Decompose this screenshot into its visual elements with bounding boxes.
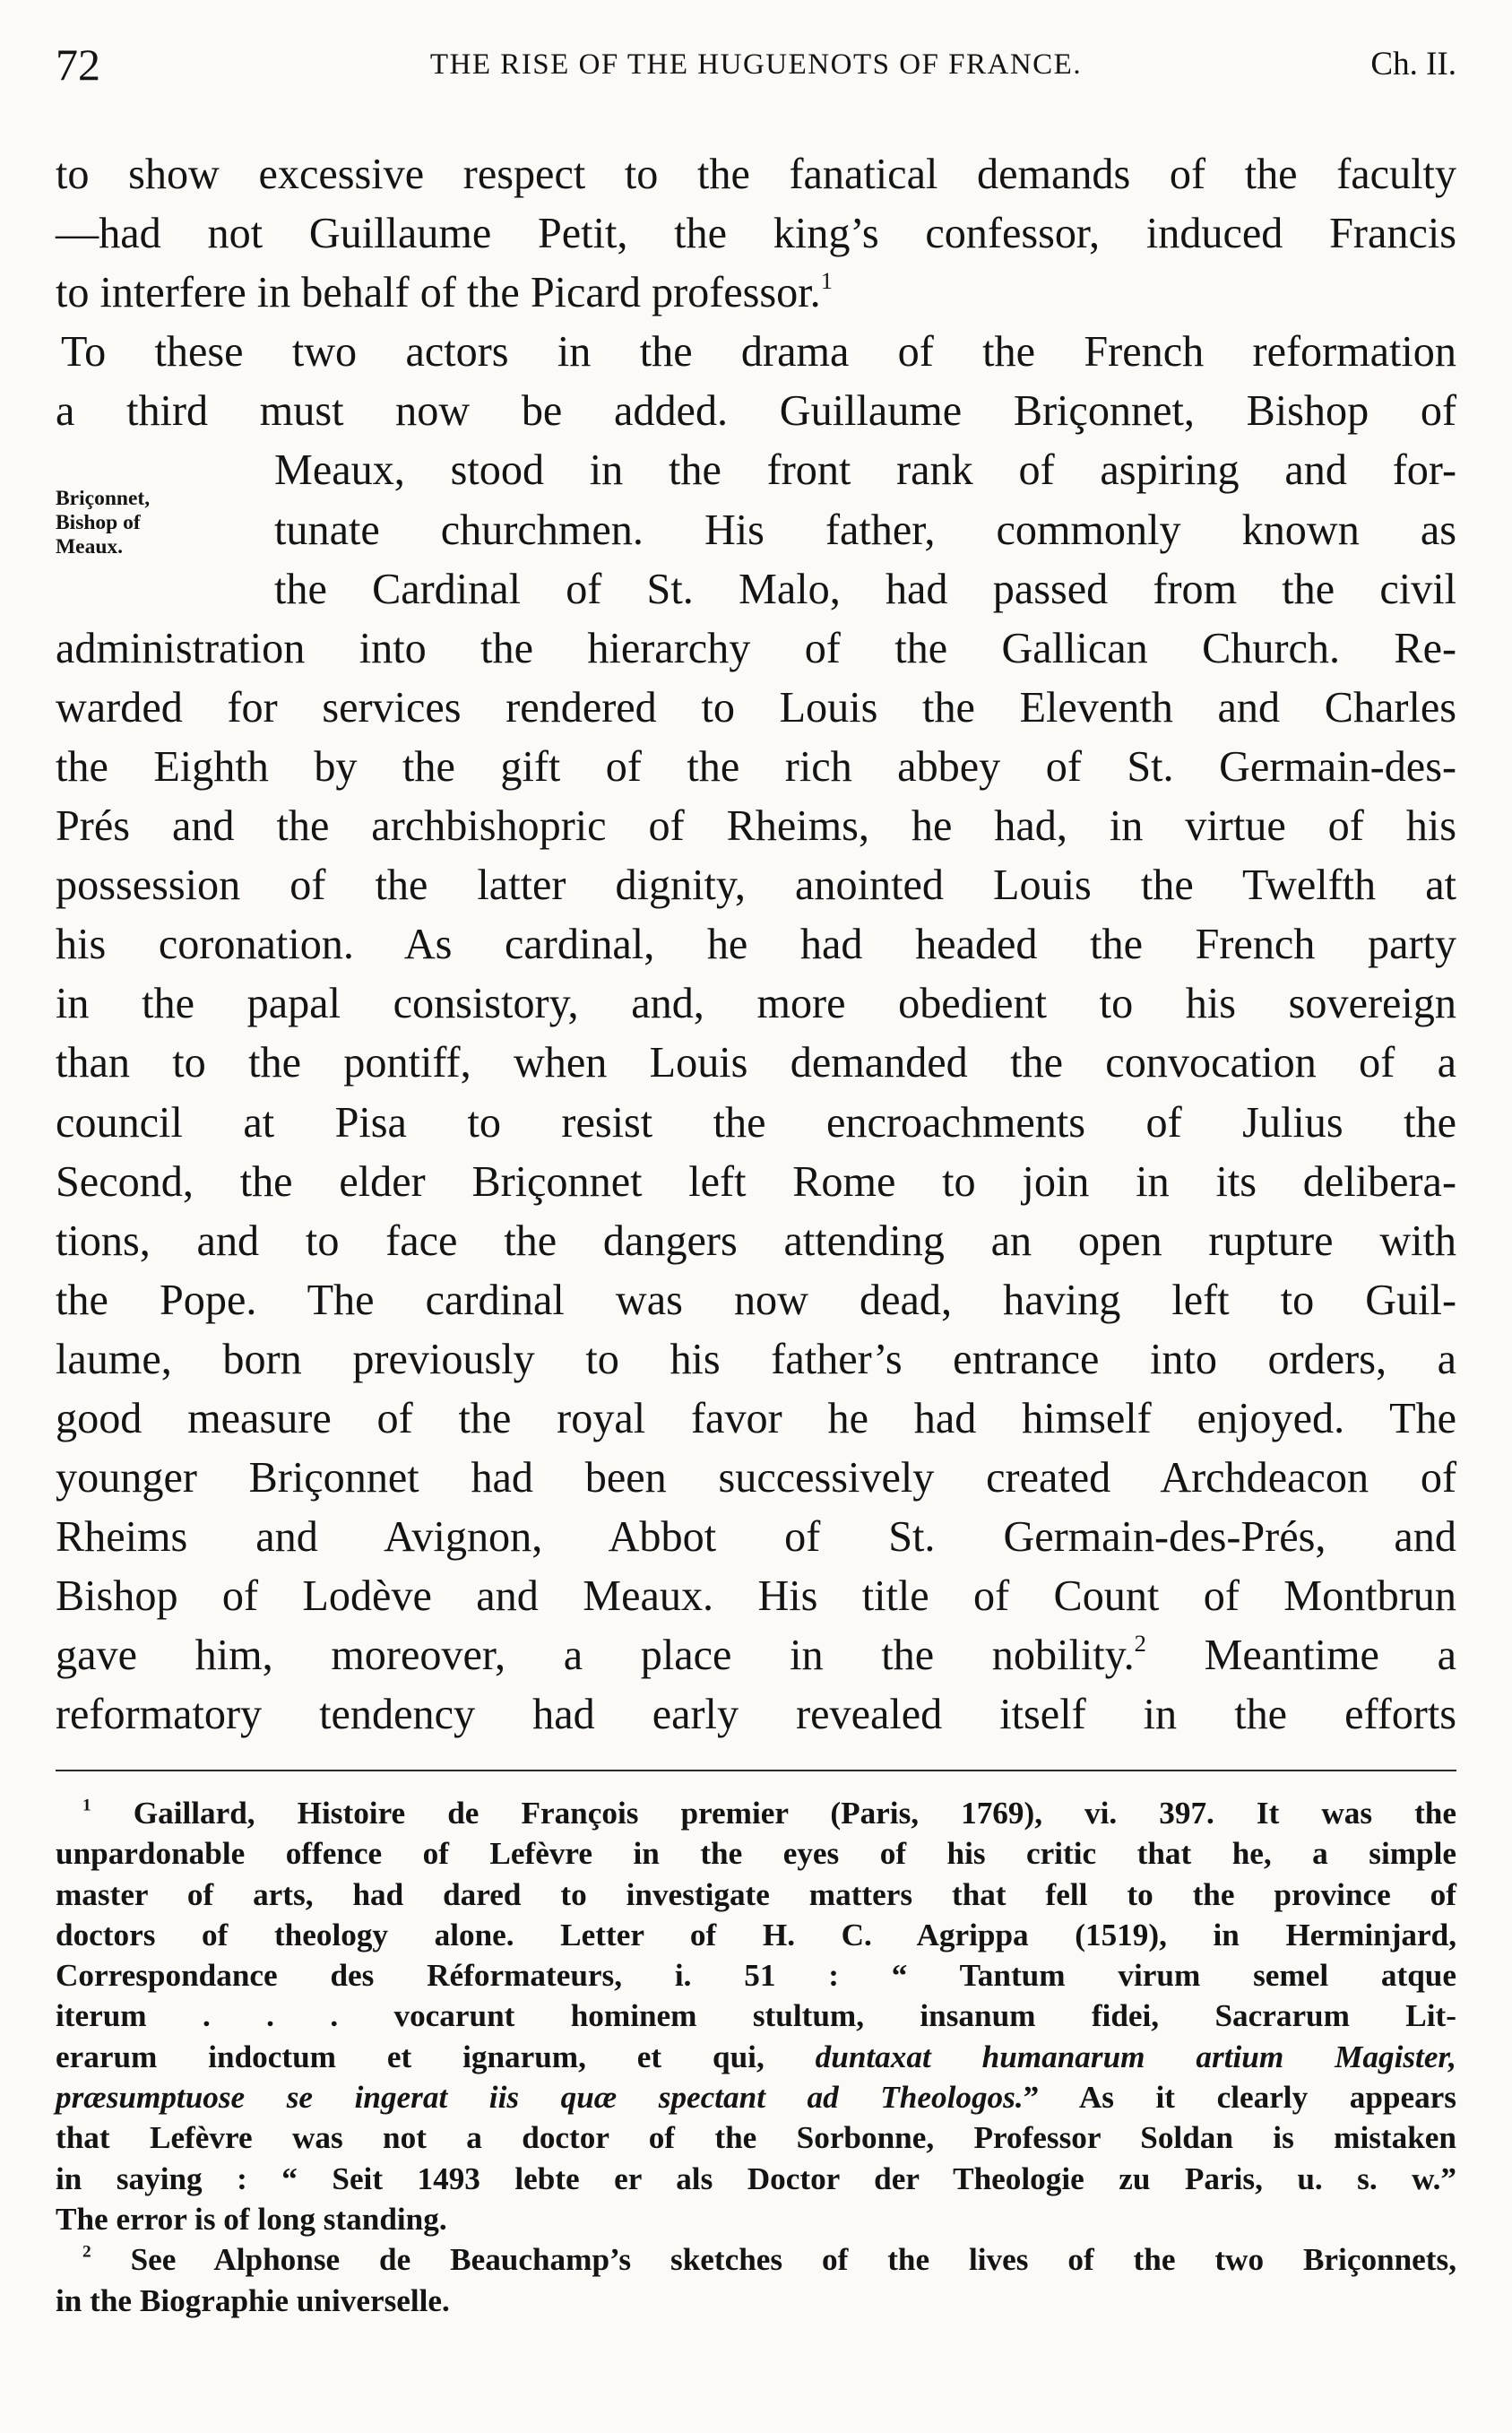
footnote-marker: 2 bbox=[82, 2242, 91, 2262]
footnote-line: Correspondance des Réformateurs, i. 51 : “ Tantum virum semel atque bbox=[56, 1958, 1456, 1994]
footnote-line: præsumptuose se ingerat iis quæ spectant ad Theologos.” As it clearly appears bbox=[56, 2080, 1456, 2116]
footnote-rule bbox=[56, 1770, 1456, 1771]
chapter-label: Ch. II. bbox=[1370, 46, 1456, 82]
footnote-line: unpardonable offence of Lefèvre in the eyes of his critic that he, a simple bbox=[56, 1836, 1456, 1872]
text-line: gave him, moreover, a place in the nobility.$^2$ Meantime a bbox=[56, 1630, 1456, 1680]
text-line: To these two actors in the drama of the French reformation bbox=[61, 328, 1456, 377]
footnote-line: $^1$ Gaillard, Histoire de François premier (Paris, 1769), vi. 397. It was the bbox=[82, 1796, 1456, 1831]
footnotes bbox=[56, 1793, 1456, 2321]
text-line: to interfere in behalf of the Picard professor.$^1$ bbox=[56, 267, 833, 317]
footnote-line: $^2$ See Alphonse de Beauchamp’s sketches of the lives of the two Briçonnets, bbox=[82, 2242, 1456, 2278]
text-line: to show excessive respect to the fanatical demands of the faculty bbox=[56, 151, 1456, 198]
text-line: a third must now be added. Guillaume Briçonnet, Bishop of bbox=[56, 387, 1456, 436]
text-line: laume, born previously to his father’s entrance into orders, a bbox=[56, 1335, 1456, 1383]
margin-note-line: Meaux. bbox=[56, 535, 124, 558]
running-head bbox=[56, 38, 1456, 91]
text-line: possession of the latter dignity, anointed Louis the Twelfth at bbox=[56, 862, 1456, 910]
text-line: the Eighth by the gift of the rich abbey of St. Germain-des- bbox=[56, 742, 1456, 791]
page-number: 72 bbox=[56, 39, 100, 90]
text-line: Second, the elder Briçonnet left Rome to join in its delibera- bbox=[56, 1157, 1456, 1206]
footnote-line: iterum . . . vocarunt hominem stultum, insanum fidei, Sacrarum Lit- bbox=[56, 1998, 1456, 2034]
footnote-line: that Lefèvre was not a doctor of the Sorbonne, Professor Soldan is mistaken bbox=[56, 2120, 1456, 2156]
text-line: tions, and to face the dangers attending an open rupture with bbox=[56, 1216, 1456, 1265]
margin-note-line: Bishop of bbox=[56, 511, 141, 534]
margin-note-line: Briçonnet, bbox=[56, 487, 151, 510]
text-line: —had not Guillaume Petit, the king’s confessor, induced Francis bbox=[56, 210, 1456, 258]
text-line: the Cardinal of St. Malo, had passed from the civil bbox=[274, 565, 1456, 613]
footnote-line: erarum indoctum et ignarum, et qui, duntaxat humanarum artium Magister, bbox=[56, 2039, 1456, 2074]
text-line: in the papal consistory, and, more obedient to his sovereign bbox=[56, 980, 1456, 1028]
footnote-ref: 2 bbox=[1134, 1630, 1146, 1658]
text-line: tunate churchmen. His father, commonly known as bbox=[274, 506, 1456, 554]
footnote-line: master of arts, had dared to investigate matters that fell to the province of bbox=[56, 1876, 1456, 1912]
text-line: Meaux, stood in the front rank of aspiring and for- bbox=[274, 446, 1456, 495]
text-line: younger Briçonnet had been successively created Archdeacon of bbox=[56, 1454, 1456, 1502]
text-line: than to the pontiff, when Louis demanded the convocation of a bbox=[56, 1039, 1456, 1087]
text-line: Rheims and Avignon, Abbot of St. Germain-des-Prés, and bbox=[56, 1513, 1456, 1562]
text-line: good measure of the royal favor he had himself enjoyed. The bbox=[56, 1394, 1456, 1442]
body-text bbox=[56, 145, 1456, 1745]
text-line: reformatory tendency had early revealed itself in the efforts bbox=[56, 1691, 1456, 1739]
text-line: his coronation. As cardinal, he had headed the French party bbox=[56, 921, 1456, 969]
footnote-line: in the Biographie universelle. bbox=[56, 2282, 450, 2318]
text-line: the Pope. The cardinal was now dead, having left to Guil- bbox=[56, 1276, 1456, 1324]
footnote-ref: 1 bbox=[820, 267, 833, 295]
footnote-line: doctors of theology alone. Letter of H. C. Agrippa (1519), in Herminjard, bbox=[56, 1917, 1456, 1952]
running-title: THE RISE OF THE HUGUENOTS OF FRANCE. bbox=[429, 48, 1083, 81]
text-line: Bishop of Lodève and Meaux. His title of Count of Montbrun bbox=[56, 1572, 1456, 1621]
text-line: warded for services rendered to Louis the Eleventh and Charles bbox=[56, 683, 1456, 732]
text-line: council at Pisa to resist the encroachments of Julius the bbox=[56, 1098, 1456, 1147]
footnote-line: in saying : “ Seit 1493 lebte er als Doctor der Theologie zu Paris, u. s. w.” bbox=[56, 2160, 1456, 2196]
footnote-line: The error is of long standing. bbox=[56, 2201, 447, 2237]
text-line: Prés and the archbishopric of Rheims, he had, in virtue of his bbox=[56, 802, 1456, 851]
text-line: administration into the hierarchy of the Gallican Church. Re- bbox=[56, 624, 1456, 672]
footnote-marker: 1 bbox=[82, 1796, 91, 1815]
